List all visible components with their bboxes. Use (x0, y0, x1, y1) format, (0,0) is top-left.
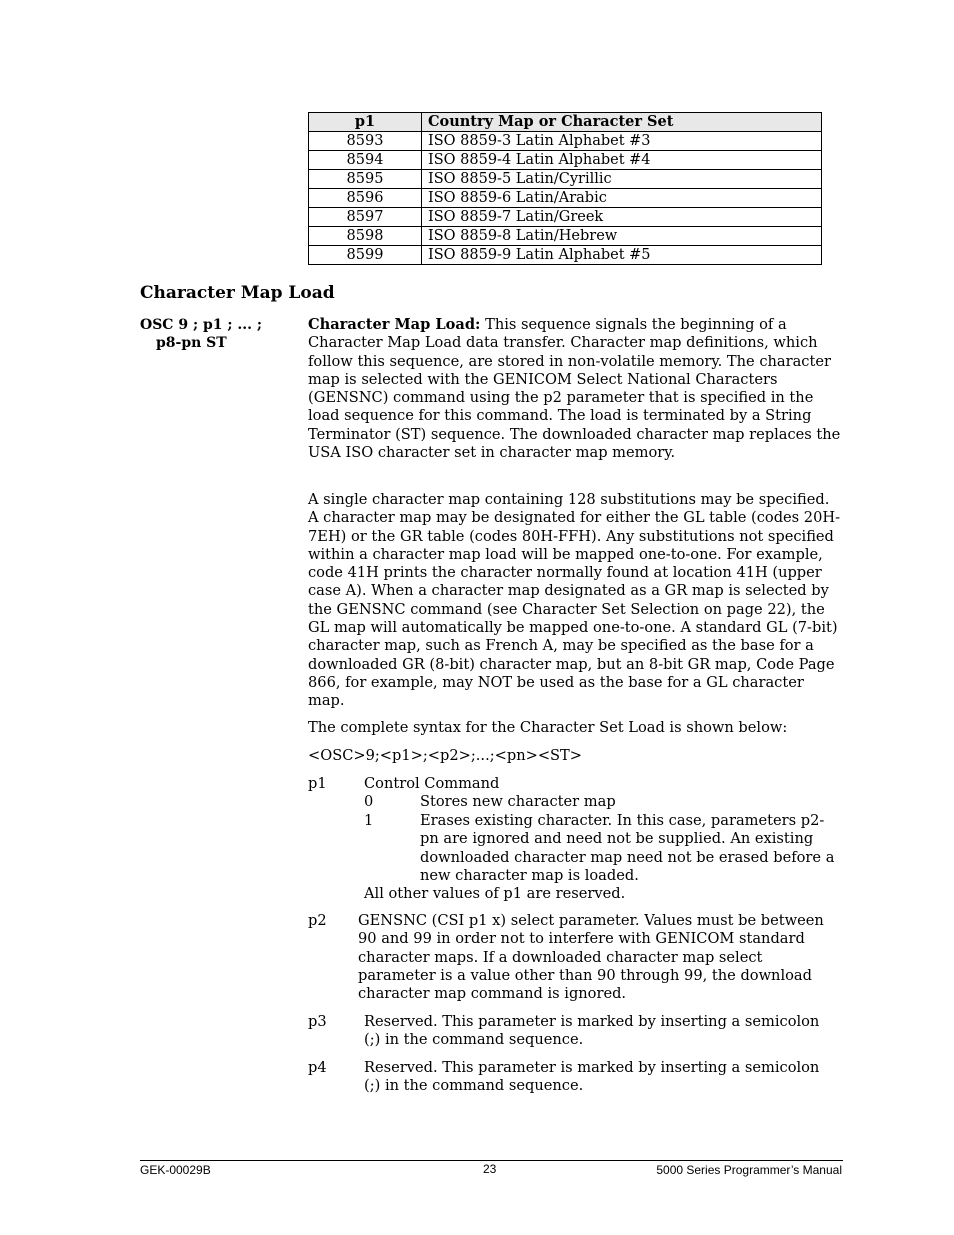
syntax-text: <OSC>9;<p1>;<p2>;...;<pn><ST> (308, 747, 583, 764)
cell-set: ISO 8859-3 Latin Alphabet #3 (422, 132, 822, 151)
param-p3-name: p3 (308, 1013, 327, 1030)
cell-p1: 8596 (309, 189, 422, 208)
cell-p1: 8593 (309, 132, 422, 151)
table-row (309, 208, 822, 227)
command-line-2: p8-pn ST (156, 335, 227, 351)
param-p3-desc: Reserved. This parameter is marked by inserting a semicolon (;) in the command sequence. (364, 1013, 820, 1049)
param-p4-desc: Reserved. This parameter is marked by inserting a semicolon (;) in the command sequence. (364, 1059, 820, 1095)
param-p1-desc: Control Command (364, 775, 500, 792)
cell-p1: 8597 (309, 208, 422, 227)
param-p4-name: p4 (308, 1059, 327, 1076)
param-p1 (308, 775, 843, 905)
command-syntax-label (140, 316, 262, 352)
column-header-character-set: Country Map or Character Set (422, 113, 822, 132)
table-header-row (309, 113, 822, 132)
para3-text: The complete syntax for the Character Set Load is shown below: (308, 719, 788, 736)
cell-p1: 8594 (309, 151, 422, 170)
footer-manual-title: 5000 Series Programmer’s Manual (656, 1163, 842, 1177)
cell-p1: 8599 (309, 246, 422, 265)
section-title: Character Map Load (140, 283, 335, 303)
table-row (309, 246, 822, 265)
cell-set: ISO 8859-4 Latin Alphabet #4 (422, 151, 822, 170)
param-p2-name: p2 (308, 912, 327, 929)
cell-set: ISO 8859-9 Latin Alphabet #5 (422, 246, 822, 265)
cell-set: ISO 8859-8 Latin/Hebrew (422, 227, 822, 246)
table-row (309, 132, 822, 151)
footer-doc-id: GEK-00029B (140, 1163, 211, 1177)
description-paragraph-2 (308, 491, 843, 711)
cell-set: ISO 8859-5 Latin/Cyrillic (422, 170, 822, 189)
table-row (309, 170, 822, 189)
param-p1-note: All other values of p1 are reserved. (364, 885, 626, 902)
command-line-1: OSC 9 ; p1 ; ... ; (140, 317, 263, 333)
table-row (309, 189, 822, 208)
cell-p1: 8595 (309, 170, 422, 189)
table-row (309, 151, 822, 170)
para2-text: A single character map containing 128 substitutions may be specified. A character map may be designated for either the GL table (codes 20H-7EH) or the GR table (codes 80H-FFH). Any substitutions not specified within a character map load will be mapped one-to-one. For example, code 41H prints the character normally found at location 41H (upper case A). When a character map designated as a GR map is selected by the GENSNC command (see Character Set Selection on page 22), the GL map will automatically be mapped one-to-one. A standard GL (7-bit) character map, such as French A, may be specified as the base for a downloaded GR (8-bit) character map, but an 8-bit GR map, Code Page 866, for example, may NOT be used as the base for a GL character map. (308, 491, 841, 710)
cell-p1: 8598 (309, 227, 422, 246)
lead-term: Character Map Load: (308, 316, 481, 333)
param-p1-opt0-val: Stores new character map (420, 793, 616, 810)
param-p2-desc: GENSNC (CSI p1 x) select parameter. Values must be between 90 and 99 in order not to interfere with GENICOM standard character maps. If a downloaded character map select parameter is a value other than 90 through 99, the download character map command is ignored. (358, 912, 824, 1003)
param-p1-opt1-val: Erases existing character. In this case, parameters p2-pn are ignored and need not be supplied. An existing downloaded character map need not be erased before a new character map is loaded. (420, 812, 835, 884)
para1-text: This sequence signals the beginning of a Character Map Load data transfer. Character map definitions, which follow this sequence, are stored in non-volatile memory. The character map is selected with the GENICOM Select National Characters (GENSNC) command using the p2 parameter that is specified in the load sequence for this command. The load is terminated by a String Terminator (ST) sequence. The downloaded character map replaces the USA ISO character set in character map memory. (308, 316, 841, 462)
column-header-p1: p1 (309, 113, 422, 132)
page-number: 23 (483, 1162, 497, 1176)
footer-divider (140, 1160, 843, 1161)
table-row (309, 227, 822, 246)
description-paragraph-3 (308, 719, 843, 737)
cell-set: ISO 8859-7 Latin/Greek (422, 208, 822, 227)
param-p1-name: p1 (308, 775, 327, 792)
character-set-table (308, 112, 822, 265)
description-paragraph-1 (308, 316, 843, 462)
param-p1-opt1-key: 1 (364, 812, 374, 829)
syntax-line (308, 747, 843, 765)
param-p1-opt0-key: 0 (364, 793, 374, 810)
cell-set: ISO 8859-6 Latin/Arabic (422, 189, 822, 208)
